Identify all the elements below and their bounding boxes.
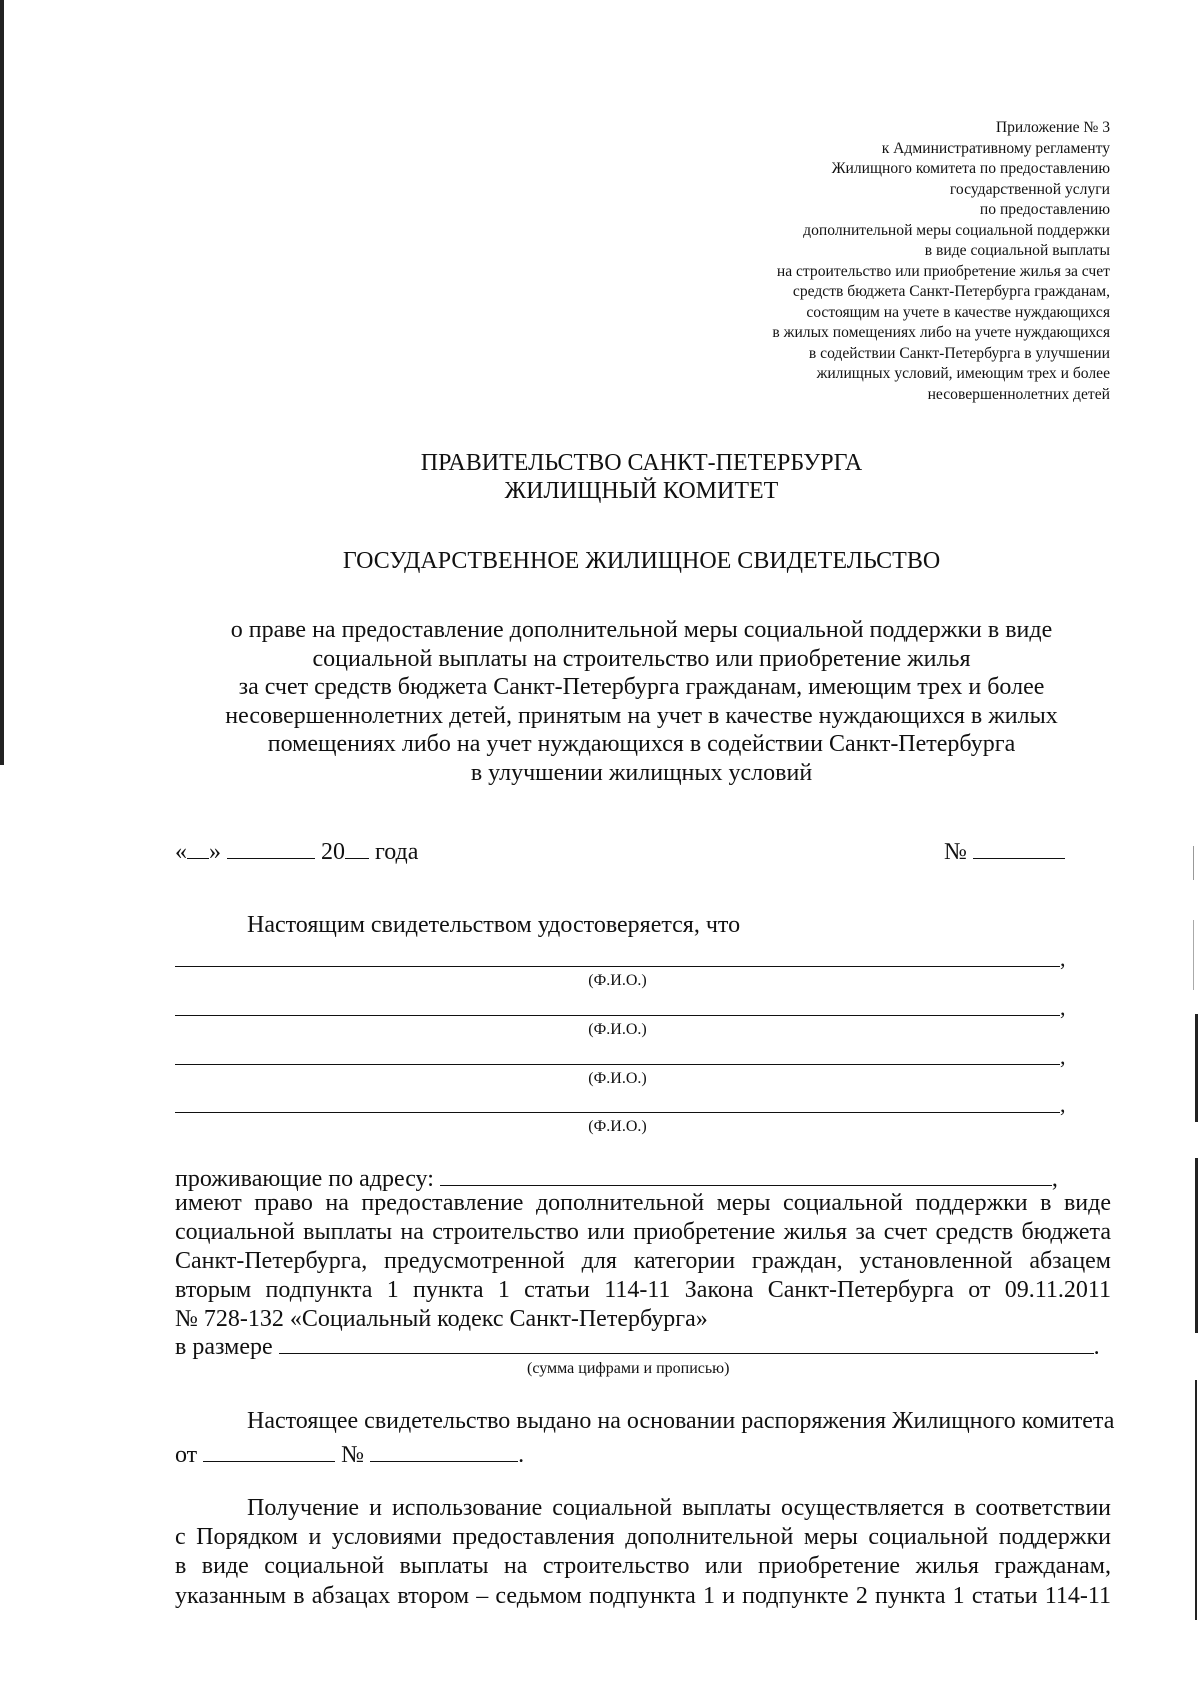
appendix-line: дополнительной меры социальной поддержки bbox=[803, 221, 1110, 239]
scan-edge-mark bbox=[1195, 1380, 1197, 1620]
paragraph-line: социальной выплаты на строительство или приобретение жилья за счет средств бюджета bbox=[175, 1219, 1111, 1245]
paragraph-line: в виде социальной выплаты на строительство или приобретение жилья гражданам, bbox=[175, 1553, 1111, 1580]
amount-caption: (сумма цифрами и прописью) bbox=[527, 1360, 730, 1377]
subject-line: за счет средств бюджета Санкт-Петербурга гражданам, имеющим трех и более bbox=[238, 674, 1045, 701]
address-comma: , bbox=[1051, 1166, 1058, 1192]
year-word: года bbox=[375, 839, 419, 865]
subject-line: о праве на предоставление дополнительной меры социальной поддержки в виде bbox=[230, 617, 1053, 643]
address-label: проживающие по адресу: bbox=[175, 1166, 434, 1192]
amount-blank[interactable] bbox=[279, 1331, 1094, 1354]
fio-comma: , bbox=[1060, 1092, 1066, 1117]
basis-number-sign: № bbox=[341, 1442, 365, 1468]
appendix-line: в содействии Санкт-Петербурга в улучшении bbox=[808, 344, 1110, 362]
appendix-line: несовершеннолетних детей bbox=[927, 385, 1110, 403]
paragraph-line: с Порядком и условиями предоставления дополнительной меры социальной поддержки bbox=[175, 1524, 1111, 1551]
paragraph-line: вторым подпункта 1 пункта 1 статьи 114-11 Закона Санкт-Петербурга от 09.11.2011 bbox=[175, 1277, 1111, 1303]
certificate-number-field bbox=[944, 836, 1065, 866]
paragraph-line: Санкт-Петербурга, предусмотренной для категории граждан, установленной абзацем bbox=[175, 1248, 1111, 1274]
usage-paragraph bbox=[175, 1494, 1111, 1611]
paragraph-line: указанным в абзацах втором – седьмом подпункта 1 и подпункте 2 пункта 1 статьи 114-11 bbox=[175, 1582, 1111, 1609]
basis-date-blank[interactable] bbox=[203, 1439, 335, 1462]
number-sign: № bbox=[944, 839, 967, 865]
appendix-line: к Административному регламенту bbox=[881, 139, 1110, 157]
fio-caption: (Ф.И.О.) bbox=[588, 1021, 647, 1038]
paragraph-line: № 728-132 «Социальный кодекс Санкт-Петербурга» bbox=[175, 1306, 708, 1332]
day-blank[interactable] bbox=[187, 836, 209, 859]
subject-line: социальной выплаты на строительство или приобретение жилья bbox=[312, 645, 971, 672]
appendix-line: в виде социальной выплаты bbox=[924, 242, 1110, 259]
date-field bbox=[175, 836, 418, 866]
fio-blank[interactable] bbox=[175, 966, 1060, 967]
appendix-line: состоящим на учете в качестве нуждающихся bbox=[806, 303, 1110, 321]
century-text: 20 bbox=[321, 839, 345, 865]
scan-edge-mark bbox=[0, 0, 4, 765]
appendix-block bbox=[772, 118, 1110, 405]
number-blank[interactable] bbox=[973, 836, 1065, 859]
intro-text: Настоящим свидетельством удостоверяется, что bbox=[247, 912, 741, 938]
close-quote: » bbox=[209, 839, 221, 865]
year-blank[interactable] bbox=[345, 836, 369, 859]
appendix-line: Жилищного комитета по предоставлению bbox=[831, 160, 1110, 177]
address-blank[interactable] bbox=[440, 1163, 1052, 1186]
scan-edge-mark bbox=[1195, 1014, 1198, 1122]
scan-edge-mark bbox=[1195, 1158, 1198, 1333]
document-title: ГОСУДАРСТВЕННОЕ ЖИЛИЩНОЕ СВИДЕТЕЛЬСТВО bbox=[342, 548, 941, 574]
entitlement-paragraph bbox=[175, 1189, 1111, 1334]
organization-header bbox=[0, 449, 1200, 505]
subject-line: несовершеннолетних детей, принятым на учет в качестве нуждающихся в жилых bbox=[225, 702, 1058, 729]
basis-from-label: от bbox=[175, 1442, 198, 1468]
fio-comma: , bbox=[1060, 946, 1066, 971]
open-quote: « bbox=[175, 839, 187, 865]
government-name: ПРАВИТЕЛЬСТВО САНКТ-ПЕТЕРБУРГА bbox=[420, 450, 863, 476]
appendix-line: на строительство или приобретение жилья за счет bbox=[776, 262, 1110, 280]
appendix-line: Приложение № 3 bbox=[995, 119, 1110, 136]
fio-blank[interactable] bbox=[175, 1015, 1060, 1016]
amount-label: в размере bbox=[175, 1334, 273, 1360]
scan-edge-mark bbox=[1193, 846, 1194, 880]
appendix-line: в жилых помещениях либо на учете нуждающихся bbox=[772, 324, 1110, 341]
document-subject bbox=[160, 616, 1123, 788]
appendix-line: средств бюджета Санкт-Петербурга гражданам, bbox=[792, 283, 1110, 300]
fio-comma: , bbox=[1060, 995, 1066, 1020]
appendix-line: государственной услуги bbox=[949, 180, 1110, 198]
fio-comma: , bbox=[1060, 1044, 1066, 1069]
appendix-line: жилищных условий, имеющим трех и более bbox=[816, 365, 1110, 382]
amount-field: в размере . bbox=[175, 1331, 1100, 1361]
paragraph-line: имеют право на предоставление дополнительной меры социальной поддержки в виде bbox=[175, 1190, 1111, 1216]
subject-line: помещениях либо на учет нуждающихся в содействии Санкт-Петербурга bbox=[267, 731, 1016, 758]
month-blank[interactable] bbox=[227, 836, 315, 859]
basis-line: Настоящее свидетельство выдано на основании распоряжения Жилищного комитета bbox=[247, 1408, 1115, 1434]
committee-name: ЖИЛИЩНЫЙ КОМИТЕТ bbox=[504, 478, 779, 504]
fio-caption: (Ф.И.О.) bbox=[588, 972, 647, 989]
paragraph-line: Получение и использование социальной выплаты осуществляется в соответствии bbox=[247, 1495, 1111, 1521]
subject-line: в улучшении жилищных условий bbox=[470, 759, 813, 786]
fio-blank[interactable] bbox=[175, 1064, 1060, 1065]
basis-number-blank[interactable] bbox=[370, 1439, 518, 1462]
fio-caption: (Ф.И.О.) bbox=[588, 1070, 647, 1087]
basis-reference: от № . bbox=[175, 1439, 524, 1469]
appendix-line: по предоставлению bbox=[979, 201, 1110, 218]
fio-caption: (Ф.И.О.) bbox=[588, 1118, 647, 1135]
fio-blank[interactable] bbox=[175, 1112, 1060, 1113]
scan-edge-mark bbox=[1193, 920, 1194, 990]
